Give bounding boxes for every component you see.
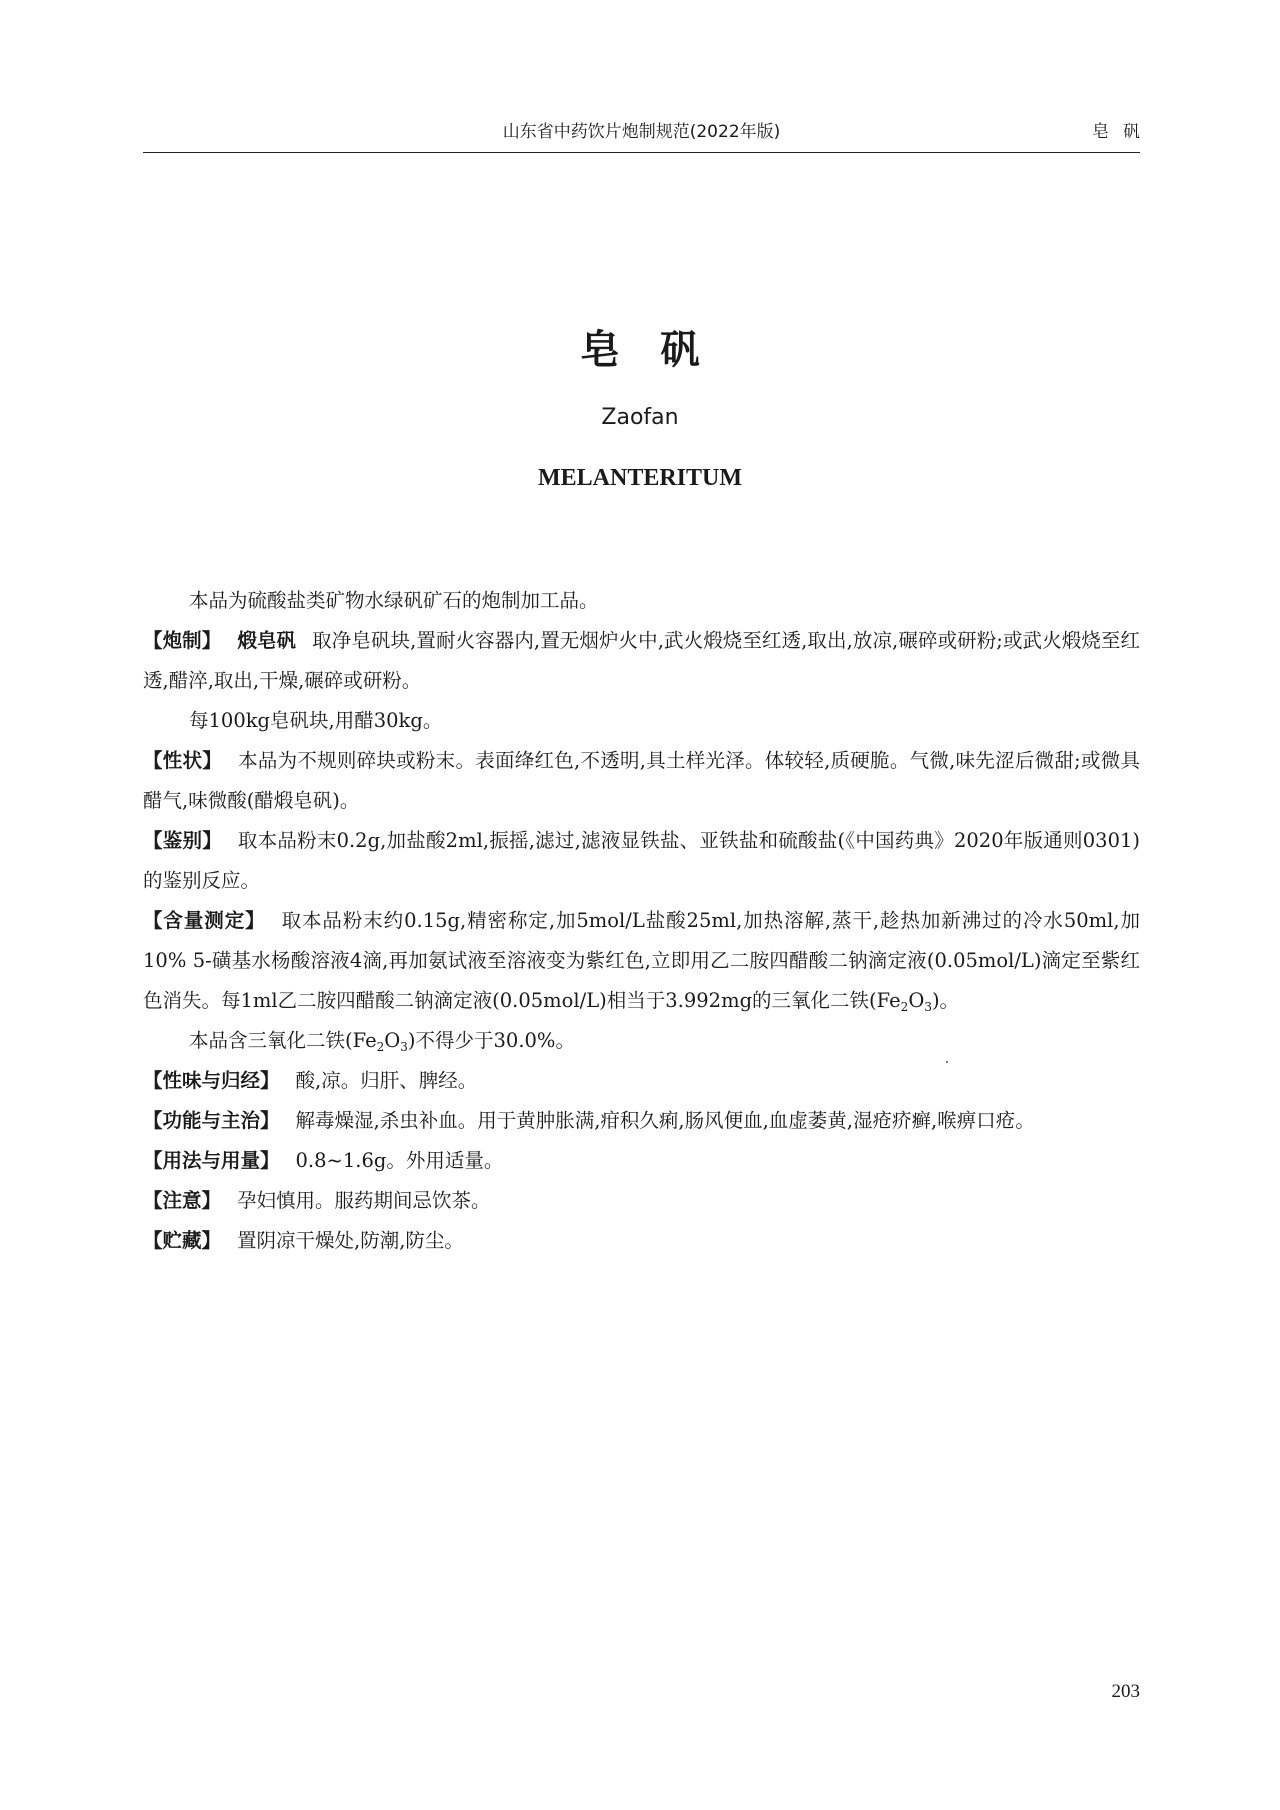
storage-label: 【贮藏】 — [143, 1229, 222, 1252]
processing-section — [143, 621, 1140, 701]
limit-text-end: )不得少于30.0%。 — [407, 1029, 575, 1052]
pinyin-name: Zaofan — [601, 405, 679, 430]
monograph-title: 皂矾 — [580, 327, 740, 373]
speck-mark — [946, 1061, 948, 1063]
limit-subscript-2: 2 — [376, 1040, 385, 1054]
usage-label: 【用法与用量】 — [143, 1149, 280, 1172]
identification-section — [143, 821, 1140, 901]
entry-name: 皂矾 — [1092, 122, 1154, 142]
intro-paragraph — [143, 581, 1140, 621]
running-header — [143, 113, 1154, 145]
nature-section — [143, 1061, 1140, 1101]
usage-section — [143, 1141, 1140, 1181]
latin-name: MELANTERITUM — [537, 465, 742, 491]
caution-label: 【注意】 — [143, 1189, 222, 1212]
storage-text: 置阴凉干燥处,防潮,防尘。 — [237, 1229, 464, 1252]
limit-text: 本品含三氧化二铁(Fe — [189, 1029, 377, 1052]
assay-section — [143, 901, 1140, 1021]
header-rule — [143, 152, 1140, 153]
assay-subscript-3: 3 — [924, 1000, 932, 1014]
storage-section — [143, 1221, 1140, 1261]
nature-text: 酸,凉。归肝、脾经。 — [295, 1069, 478, 1092]
limit-subscript-3: 3 — [400, 1040, 408, 1054]
processing-method: 煅皂矾 — [237, 629, 297, 652]
character-text: 本品为不规则碎块或粉末。表面绛红色,不透明,具土样光泽。体较轻,质硬脆。气微,味先涩后微甜;或微具醋气,味微酸(醋煅皂矾)。 — [143, 749, 1140, 812]
caution-text: 孕妇慎用。服药期间忌饮茶。 — [237, 1189, 491, 1212]
assay-text: 取本品粉末约0.15g,精密称定,加5mol/L盐酸25ml,加热溶解,蒸干,趁热加新沸过的冷水50ml,加10% 5-磺基水杨酸溶液4滴,再加氨试液至溶液变为紫红色,立即用乙二胺四醋酸二钠滴定液(0.05mol/L)滴定至紫红色消失。每1ml乙二胺四醋酸二钠滴定液(0.05mol/L)相当于3.992mg的三氧化二铁(Fe — [143, 909, 1140, 1012]
function-label: 【功能与主治】 — [143, 1109, 280, 1132]
function-section — [143, 1101, 1140, 1141]
character-label: 【性状】 — [143, 749, 223, 772]
processing-ratio-text: 每100kg皂矾块,用醋30kg。 — [189, 709, 443, 732]
character-section — [143, 741, 1140, 821]
page-number: 203 — [1111, 1681, 1140, 1702]
nature-label: 【性味与归经】 — [143, 1069, 280, 1092]
caution-section — [143, 1181, 1140, 1221]
content-limit — [143, 1021, 1140, 1061]
monograph-body — [143, 581, 1140, 1261]
book-title: 山东省中药饮片炮制规范(2022年版) — [502, 122, 781, 142]
processing-ratio — [143, 701, 1140, 741]
assay-oxygen: O — [908, 989, 925, 1012]
identification-text: 取本品粉末0.2g,加盐酸2ml,振摇,滤过,滤液显铁盐、亚铁盐和硫酸盐(《中国药典》2020年版通则0301)的鉴别反应。 — [143, 829, 1140, 892]
identification-label: 【鉴别】 — [143, 829, 222, 852]
assay-subscript-2: 2 — [900, 1000, 909, 1014]
limit-oxygen: O — [384, 1029, 401, 1052]
processing-text: 取净皂矾块,置耐火容器内,置无烟炉火中,武火煅烧至红透,取出,放凉,碾碎或研粉;或武火煅烧至红透,醋淬,取出,干燥,碾碎或研粉。 — [143, 629, 1140, 692]
function-text: 解毒燥湿,杀虫补血。用于黄肿胀满,疳积久痢,肠风便血,血虚萎黄,湿疮疥癣,喉痹口疮。 — [295, 1109, 1035, 1132]
assay-text-end: )。 — [931, 989, 960, 1012]
intro-text: 本品为硫酸盐类矿物水绿矾矿石的炮制加工品。 — [189, 589, 599, 612]
processing-label: 【炮制】 — [143, 629, 222, 652]
assay-label: 【含量测定】 — [143, 909, 266, 932]
usage-text: 0.8~1.6g。外用适量。 — [295, 1149, 504, 1172]
